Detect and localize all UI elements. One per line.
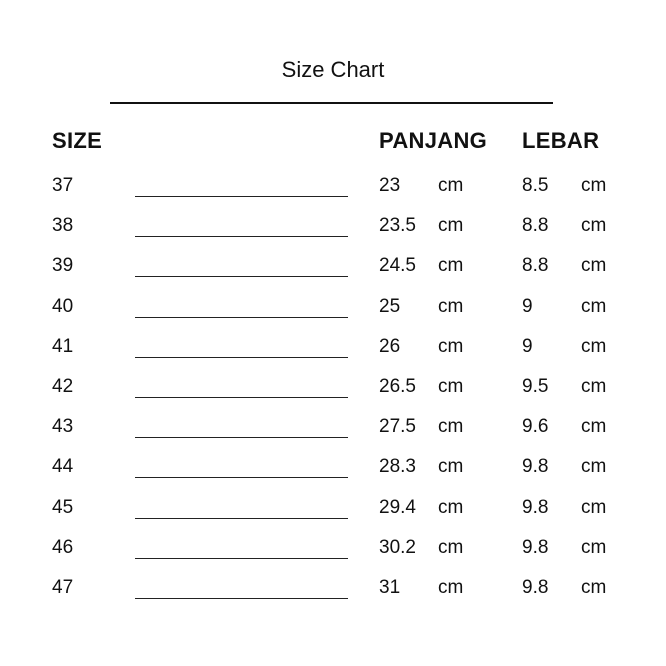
lebar-unit: cm (581, 335, 607, 357)
panjang-unit: cm (438, 456, 464, 478)
lebar-unit: cm (581, 496, 607, 518)
lebar-cell: 9.8 (522, 577, 549, 598)
panjang-cell: 29.4 (379, 496, 416, 518)
header-lebar: LEBAR (522, 128, 600, 153)
lebar-unit: cm (581, 536, 607, 558)
lebar-cell: 9 (522, 335, 533, 357)
lebar-unit: cm (581, 577, 607, 598)
size-cell: 37 (52, 175, 74, 196)
table-row (0, 416, 666, 446)
lebar-cell: 9.8 (522, 536, 549, 558)
table-row (0, 537, 666, 567)
header-panjang: PANJANG (379, 128, 488, 153)
panjang-cell: 25 (379, 295, 401, 317)
panjang-unit: cm (438, 577, 464, 598)
panjang-cell: 30.2 (379, 536, 416, 558)
lebar-unit: cm (581, 416, 607, 438)
panjang-cell: 26 (379, 335, 401, 357)
lebar-cell: 9.5 (522, 376, 549, 397)
row-divider-line (135, 598, 348, 599)
size-cell: 46 (52, 536, 74, 558)
row-divider-line (135, 477, 348, 478)
size-cell: 40 (52, 295, 74, 317)
row-divider-line (135, 397, 348, 398)
panjang-unit: cm (438, 175, 464, 196)
header-size: SIZE (52, 128, 103, 153)
panjang-unit: cm (438, 335, 464, 357)
lebar-cell: 9 (522, 295, 533, 317)
lebar-cell: 9.8 (522, 496, 549, 518)
row-divider-line (135, 518, 348, 519)
table-row (0, 456, 666, 486)
row-divider-line (135, 357, 348, 358)
panjang-unit: cm (438, 215, 464, 237)
row-divider-line (135, 558, 348, 559)
lebar-cell: 9.6 (522, 416, 549, 438)
lebar-unit: cm (581, 295, 607, 317)
size-cell: 42 (52, 376, 74, 397)
panjang-cell: 28.3 (379, 456, 416, 478)
panjang-cell: 31 (379, 577, 401, 598)
panjang-unit: cm (438, 255, 464, 277)
table-row (0, 215, 666, 245)
lebar-unit: cm (581, 215, 607, 237)
panjang-unit: cm (438, 295, 464, 317)
size-cell: 38 (52, 215, 74, 237)
table-row (0, 296, 666, 326)
row-divider-line (135, 236, 348, 237)
size-cell: 43 (52, 416, 74, 438)
lebar-cell: 8.8 (522, 255, 549, 277)
panjang-cell: 26.5 (379, 376, 416, 397)
row-divider-line (135, 437, 348, 438)
size-cell: 39 (52, 255, 74, 277)
table-row (0, 577, 666, 607)
panjang-unit: cm (438, 376, 464, 397)
page-title: Size Chart (281, 57, 385, 82)
table-row (0, 175, 666, 205)
lebar-cell: 9.8 (522, 456, 549, 478)
lebar-unit: cm (581, 175, 607, 196)
panjang-cell: 23 (379, 175, 401, 196)
panjang-cell: 27.5 (379, 416, 416, 438)
table-row (0, 255, 666, 285)
lebar-unit: cm (581, 456, 607, 478)
panjang-cell: 24.5 (379, 255, 416, 277)
panjang-unit: cm (438, 496, 464, 518)
row-divider-line (135, 317, 348, 318)
table-row (0, 336, 666, 366)
size-cell: 41 (52, 335, 74, 357)
panjang-unit: cm (438, 416, 464, 438)
panjang-cell: 23.5 (379, 215, 416, 237)
title-divider (110, 102, 553, 104)
panjang-unit: cm (438, 536, 464, 558)
size-cell: 45 (52, 496, 74, 518)
lebar-cell: 8.5 (522, 175, 549, 196)
row-divider-line (135, 276, 348, 277)
lebar-cell: 8.8 (522, 215, 549, 237)
lebar-unit: cm (581, 376, 607, 397)
table-row (0, 497, 666, 527)
lebar-unit: cm (581, 255, 607, 277)
size-cell: 47 (52, 577, 74, 598)
row-divider-line (135, 196, 348, 197)
size-cell: 44 (52, 456, 74, 478)
table-row (0, 376, 666, 406)
